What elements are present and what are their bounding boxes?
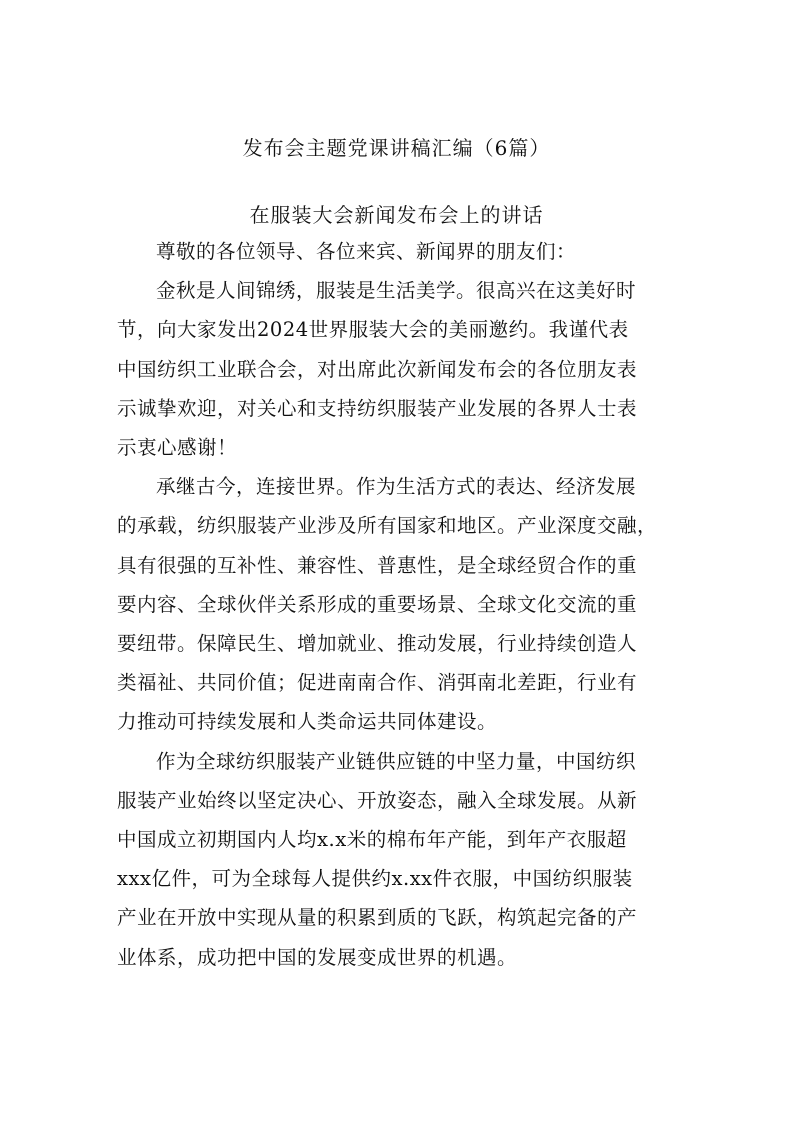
document-title: 发布会主题党课讲稿汇编（6篇） bbox=[242, 136, 551, 160]
paragraph-industry-role: 承继古今，连接世界。作为生活方式的表达、经济发展 的承载，纺织服装产业涉及所有国家和地区。产业深度交融， 具有很强的互补性、兼容性、普惠性，是全球经贸合作的重 要内容、全球伙伴关系形成的重要场景、全球文化交流的重 要纽带。保障民生、增加就业、推动发展，行业持续创造人 类福祉、共同价值；促进南南合作、消弭南北差距，行业有 力推动可持续发展和人类命运共同体建设。 bbox=[117, 475, 658, 734]
paragraph-china-industry: 作为全球纺织服装产业链供应链的中坚力量，中国纺织 服装产业始终以坚定决心、开放姿态，融入全球发展。从新 中国成立初期国内人均x.x米的棉布年产能，到年产衣服超 xxx亿件，可为全球每人提供约x.xx件衣服，中国纺织服装 产业在开放中实现从量的积累到质的飞跃，构筑起完备的产 业体系，成功把中国的发展变成世界的机遇。 bbox=[117, 749, 638, 969]
document-body bbox=[117, 232, 677, 977]
speech-title: 在服装大会新闻发布会上的讲话 bbox=[249, 203, 544, 227]
paragraph-greeting: 尊敬的各位领导、各位来宾、新闻界的朋友们： bbox=[156, 240, 577, 263]
paragraph-welcome: 金秋是人间锦绣，服装是生活美学。很高兴在这美好时 节，向大家发出2024世界服装大会的美丽邀约。我谨代表 中国纺织工业联合会，对出席此次新闻发布会的各位朋友表 示诚挚欢迎，对关心和支持纺织服装产业发展的各界人士表 示衷心感谢！ bbox=[117, 279, 638, 460]
